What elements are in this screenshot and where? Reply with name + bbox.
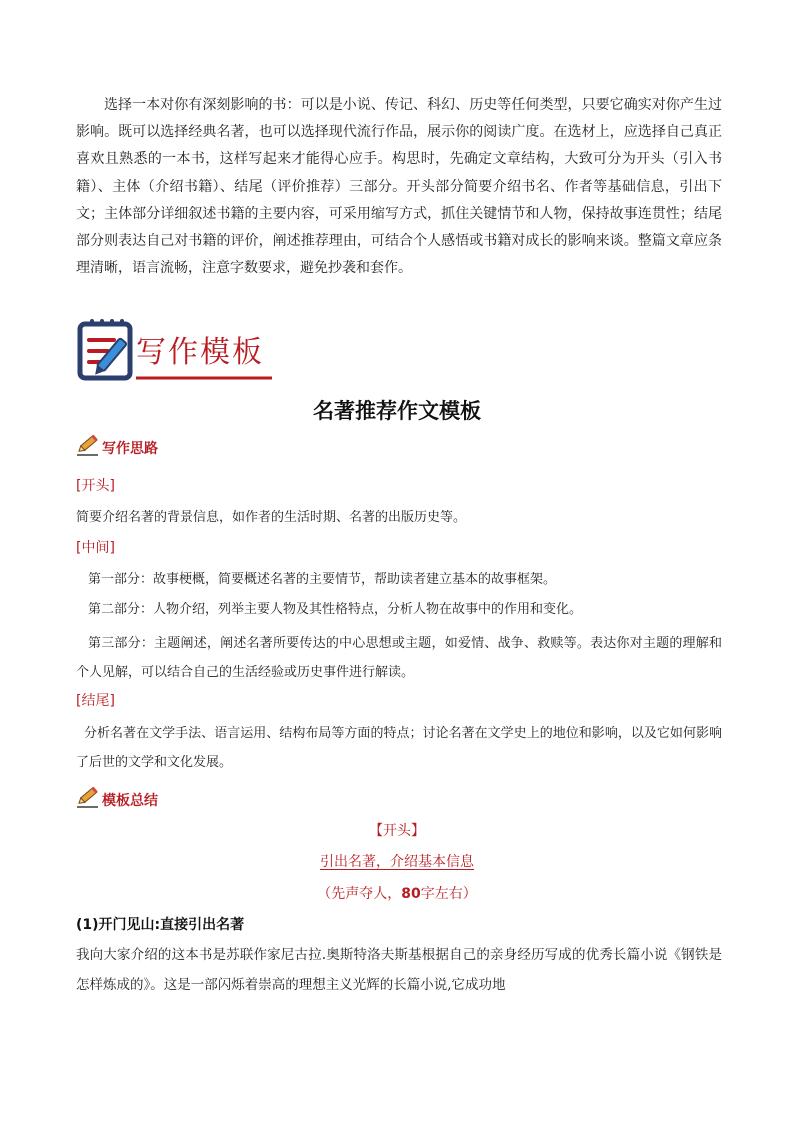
intro-paragraph: 选择一本对你有深刻影响的书：可以是小说、传记、科幻、历史等任何类型，只要它确实对你产生过影响。既可以选择经典名著，也可以选择现代流行作品，展示你的阅读广度。在选材上，应选择自己真正喜欢且熟悉的一本书，这样写起来才能得心应手。构思时，先确定文章结构，大致可分为开头（引入书籍）、主体（介绍书籍）、结尾（评价推荐）三部分。开头部分简要介绍书名、作者等基础信息，引出下文；主体部分详细叙述书籍的主要内容，可采用缩写方式，抓住关键情节和人物，保持故事连贯性；结尾部分则表达自己对书籍的评价，阐述推荐理由，可结合个人感悟或书籍对成长的影响来谈。整篇文章应条理清晰，语言流畅，注意字数要求，避免抄袭和套作。 bbox=[76, 97, 722, 277]
tag-opening: [开头] bbox=[76, 478, 115, 494]
banner-title: 写作模板 bbox=[136, 335, 264, 370]
tag-ending: [结尾] bbox=[76, 693, 115, 709]
page-title: 名著推荐作文模板 bbox=[313, 399, 481, 423]
pencil-icon bbox=[76, 786, 100, 808]
section-heading-label: 模板总结 bbox=[102, 793, 158, 809]
summary-sample-text: 我向大家介绍的这本书是苏联作家尼古拉.奥斯特洛夫斯基根据自己的亲身经历写成的优秀长篇小说《钢铁是怎样炼成的》。这是一部闪烁着崇高的理想主义光辉的长篇小说,它成功地 bbox=[76, 947, 722, 993]
summary-length-hint: （先声夺人，80字左右） bbox=[317, 886, 477, 902]
summary-subheading: (1)开门见山:直接引出名著 bbox=[76, 917, 245, 933]
middle-part-1: 第一部分：故事梗概，简要概述名著的主要情节，帮助读者建立基本的故事框架。 bbox=[88, 572, 557, 587]
middle-part-2: 第二部分：人物介绍，列举主要人物及其性格特点，分析人物在故事中的作用和变化。 bbox=[88, 602, 583, 617]
ending-text: 分析名著在文学手法、语言运用、结构布局等方面的特点；讨论名著在文学史上的地位和影响，以及它如何影响了后世的文学和文化发展。 bbox=[76, 726, 722, 770]
opening-text: 简要介绍名著的背景信息，如作者的生活时期、名著的出版历史等。 bbox=[76, 510, 467, 525]
section-heading-label: 写作思路 bbox=[102, 441, 158, 457]
middle-part-3: 第三部分：主题阐述，阐述名著所要传达的中心思想或主题，如爱情、战争、救赎等。表达你对主题的理解和个人见解，可以结合自己的生活经验或历史事件进行解读。 bbox=[76, 636, 722, 680]
pencil-icon bbox=[76, 434, 100, 456]
summary-section-tag: 【开头】 bbox=[369, 823, 425, 839]
summary-section-title: 引出名著，介绍基本信息 bbox=[320, 854, 474, 870]
tag-middle: [中间] bbox=[76, 540, 115, 556]
